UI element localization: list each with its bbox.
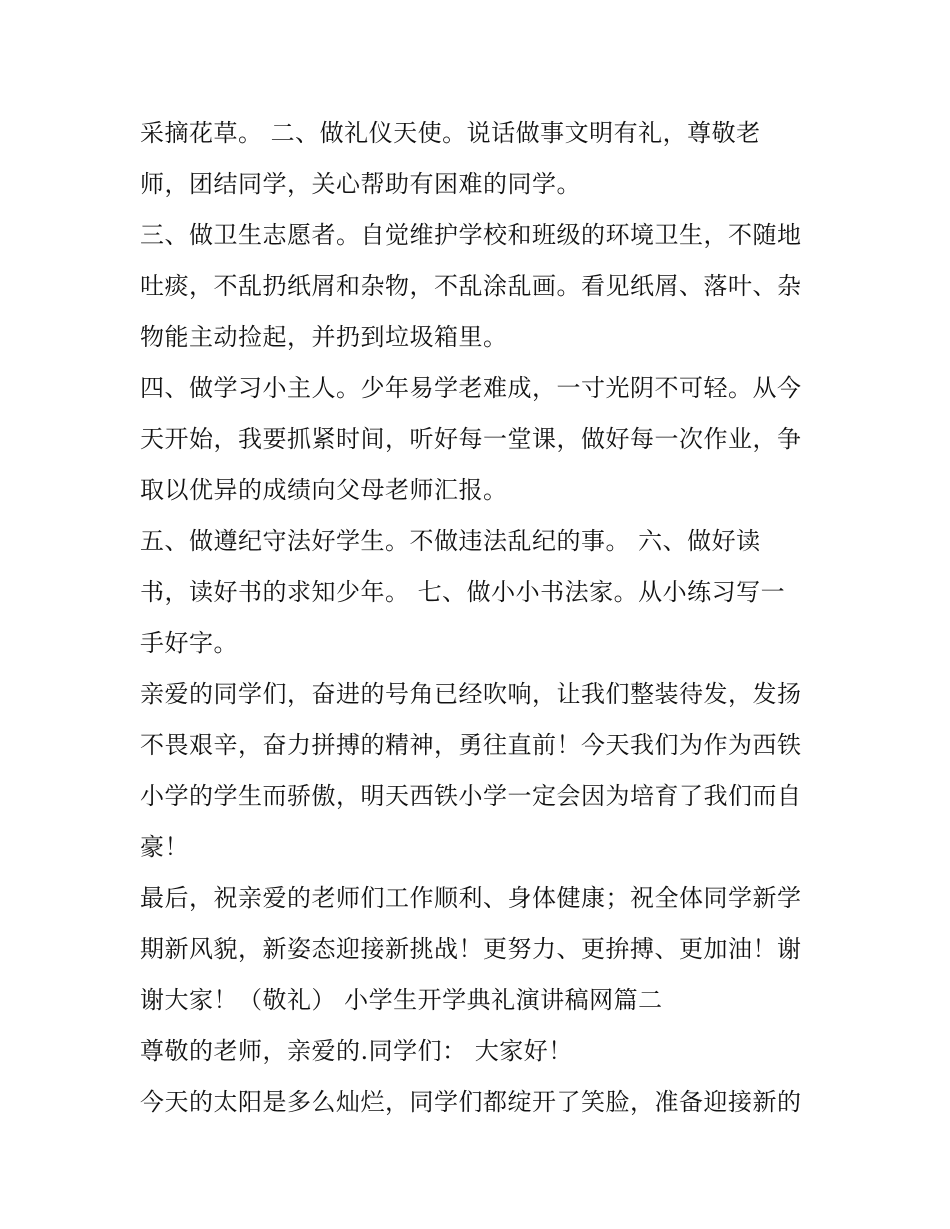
text-line: 吐痰，不乱扔纸屑和杂物，不乱涂乱画。看见纸屑、落叶、杂 [140, 272, 802, 300]
text-line: 五、做遵纪守法好学生。不做违法乱纪的事。 六、做好读 [140, 527, 761, 555]
text-line: 谢大家！（敬礼） 小学生开学典礼演讲稿网篇二 [140, 986, 663, 1014]
text-line: 亲爱的同学们，奋进的号角已经吹响，让我们整装待发，发扬 [140, 680, 802, 708]
text-line: 不畏艰辛，奋力拼搏的精神，勇往直前！今天我们为作为西铁 [140, 731, 802, 759]
text-line: 四、做学习小主人。少年易学老难成，一寸光阴不可轻。从今 [140, 374, 802, 402]
text-line: 物能主动捡起，并扔到垃圾箱里。 [140, 323, 508, 351]
document-body [140, 108, 820, 1128]
text-line: 取以优异的成绩向父母老师汇报。 [140, 476, 508, 504]
text-line: 期新风貌，新姿态迎接新挑战！更努力、更拚搏、更加油！谢 [140, 935, 802, 963]
text-line: 采摘花草。 二、做礼仪天使。说话做事文明有礼，尊敬老 [140, 119, 761, 147]
text-line: 小学的学生而骄傲，明天西铁小学一定会因为培育了我们而自 [140, 782, 802, 810]
text-line: 书，读好书的求知少年。 七、做小小书法家。从小练习写一 [140, 578, 786, 606]
text-line: 天开始，我要抓紧时间，听好每一堂课，做好每一次作业，争 [140, 425, 802, 453]
text-line: 今天的太阳是多么灿烂，同学们都绽开了笑脸，准备迎接新的 [140, 1088, 802, 1116]
text-line: 尊敬的老师，亲爱的.同学们： 大家好！ [140, 1037, 573, 1065]
text-line: 师，团结同学，关心帮助有困难的同学。 [140, 170, 581, 198]
text-line: 最后，祝亲爱的老师们工作顺利、身体健康；祝全体同学新学 [140, 884, 802, 912]
text-line: 豪！ [140, 833, 189, 861]
text-line: 三、做卫生志愿者。自觉维护学校和班级的环境卫生，不随地 [140, 221, 802, 249]
text-line: 手好字。 [140, 629, 238, 657]
